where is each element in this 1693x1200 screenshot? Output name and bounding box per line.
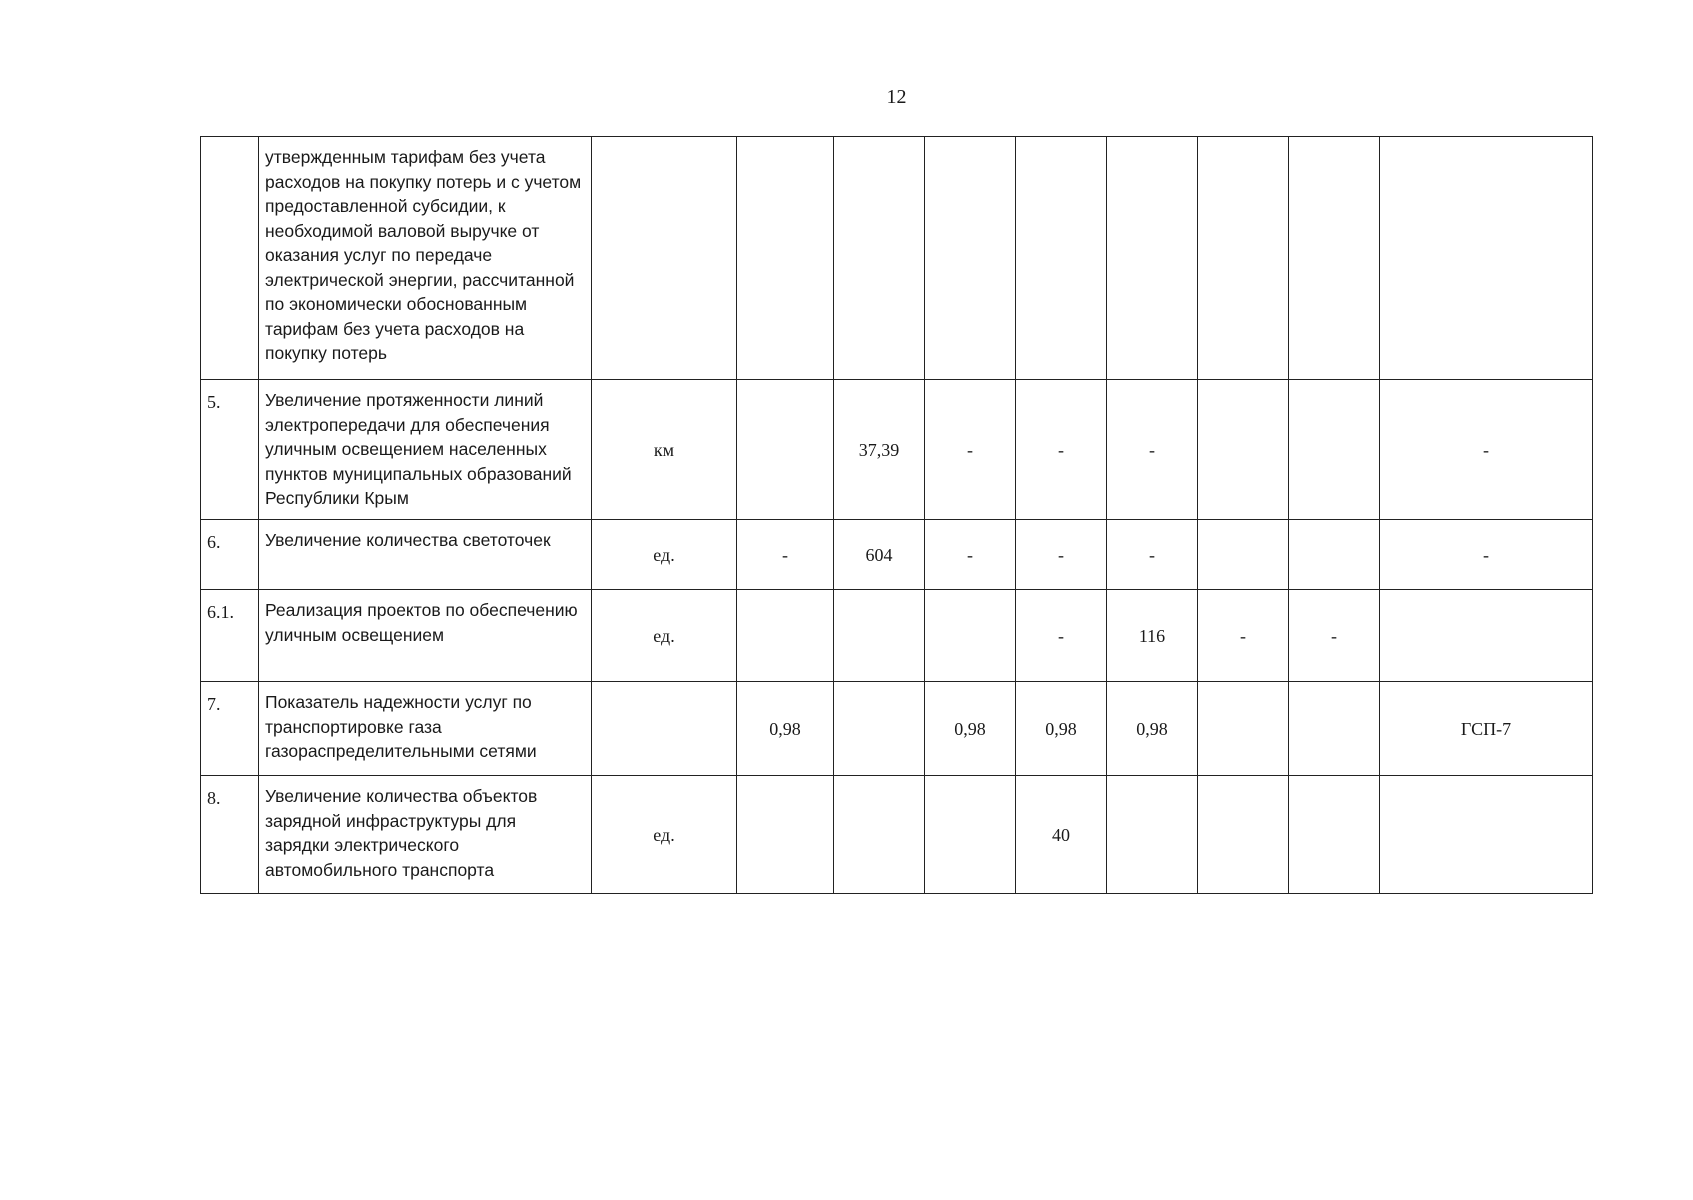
indicators-table [200,136,1593,894]
value-cell: 604 [834,520,925,590]
row-number: 7. [201,682,259,776]
value-cell: 0,98 [737,682,834,776]
indicator-name: Увеличение протяженности линий электропередачи для обеспечения уличным освещением населенных пунктов муниципальных образований Республики Крым [259,380,592,520]
unit-cell [592,137,737,380]
note-cell [1380,776,1593,894]
value-cell [925,137,1016,380]
row-number: 6.1. [201,590,259,682]
value-cell [925,590,1016,682]
value-cell: - [1016,590,1107,682]
note-cell [1380,137,1593,380]
unit-cell: ед. [592,520,737,590]
value-cell: - [1016,520,1107,590]
unit-cell: ед. [592,776,737,894]
indicator-name: Увеличение количества светоточек [259,520,592,590]
value-cell: - [737,520,834,590]
value-cell: - [1289,590,1380,682]
value-cell: 0,98 [925,682,1016,776]
note-cell: - [1380,380,1593,520]
note-cell: - [1380,520,1593,590]
value-cell [1198,137,1289,380]
value-cell [1289,520,1380,590]
value-cell: 0,98 [1107,682,1198,776]
value-cell [1289,137,1380,380]
page-number: 12 [886,86,907,108]
row-number: 8. [201,776,259,894]
row-number [201,137,259,380]
value-cell [1107,137,1198,380]
note-cell [1380,590,1593,682]
indicator-name: Реализация проектов по обеспечению уличным освещением [259,590,592,682]
note-cell: ГСП-7 [1380,682,1593,776]
value-cell: 40 [1016,776,1107,894]
value-cell [1198,380,1289,520]
value-cell [834,137,925,380]
value-cell: - [1107,520,1198,590]
value-cell [1289,682,1380,776]
value-cell: - [1107,380,1198,520]
unit-cell: ед. [592,590,737,682]
table-row [201,380,1593,520]
table-row [201,520,1593,590]
value-cell: - [925,520,1016,590]
value-cell [834,682,925,776]
row-number: 6. [201,520,259,590]
table-row [201,137,1593,380]
indicator-name: утвержденным тарифам без учета расходов на покупку потерь и с учетом предоставленной субсидии, к необходимой валовой выручке от оказания услуг по передаче электрической энергии, рассчитанной по экономически обоснованным тарифам без учета расходов на покупку потерь [259,137,592,380]
value-cell [1289,776,1380,894]
value-cell: - [1016,380,1107,520]
row-number: 5. [201,380,259,520]
value-cell: 37,39 [834,380,925,520]
value-cell [1289,380,1380,520]
unit-cell: км [592,380,737,520]
indicator-name: Увеличение количества объектов зарядной инфраструктуры для зарядки электрического автомобильного транспорта [259,776,592,894]
indicator-name: Показатель надежности услуг по транспортировке газа газораспределительными сетями [259,682,592,776]
value-cell: - [1198,590,1289,682]
value-cell: 0,98 [1016,682,1107,776]
value-cell [1107,776,1198,894]
value-cell: 116 [1107,590,1198,682]
value-cell [834,776,925,894]
value-cell [925,776,1016,894]
table-row [201,682,1593,776]
value-cell [1198,776,1289,894]
value-cell [1016,137,1107,380]
table-row [201,776,1593,894]
value-cell [737,380,834,520]
value-cell [737,137,834,380]
value-cell [1198,520,1289,590]
value-cell [834,590,925,682]
value-cell [737,776,834,894]
table-row [201,590,1593,682]
value-cell [1198,682,1289,776]
unit-cell [592,682,737,776]
value-cell [737,590,834,682]
value-cell: - [925,380,1016,520]
